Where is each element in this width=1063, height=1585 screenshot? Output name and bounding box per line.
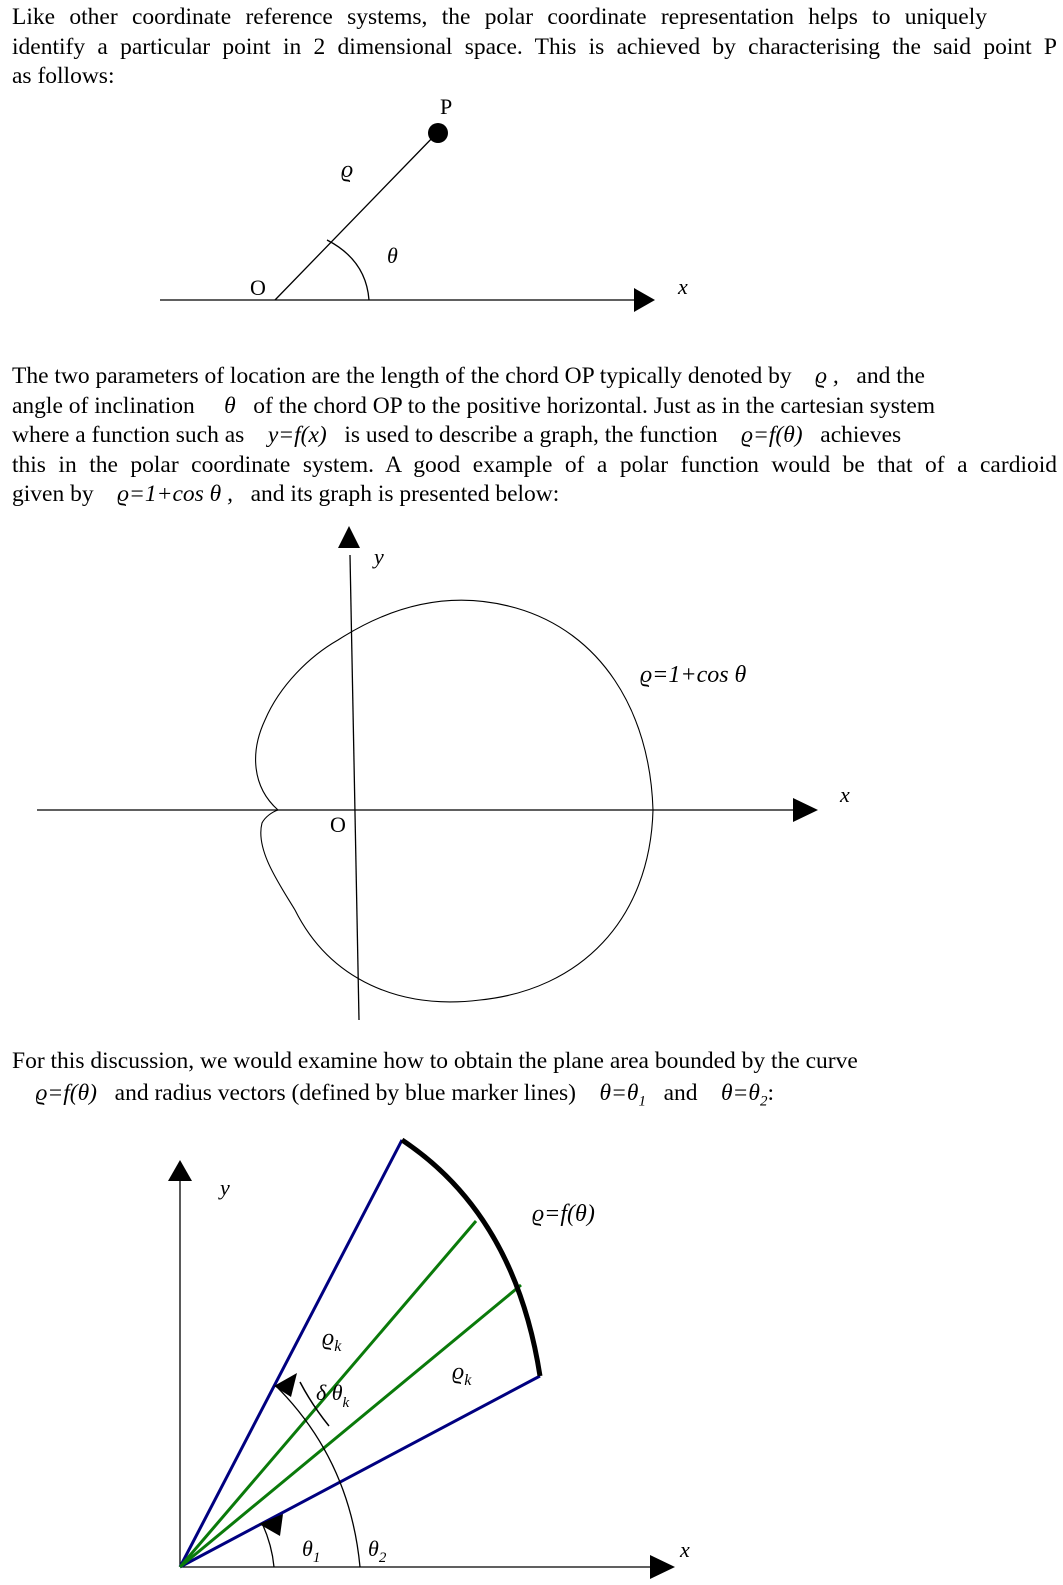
point-p-marker xyxy=(428,123,448,143)
curve-segment xyxy=(402,1140,540,1376)
cardioid-equation: ϱ=1+cos θ , xyxy=(117,481,233,508)
theta-2-equation: $\theta=\theta_2$ xyxy=(721,1079,768,1110)
intro-line-2: identify a particular point in 2 dimensional space. This is achieved by characterising the said point P xyxy=(12,33,1057,60)
area-paragraph xyxy=(12,1047,1057,1117)
rho-symbol: ϱ , xyxy=(815,363,839,389)
definition-line-4: this in the polar coordinate system. A good example of a polar function would be that of a cardioid xyxy=(12,451,1057,478)
radius-vector-theta1 xyxy=(180,1376,540,1567)
intro-paragraph xyxy=(12,3,1057,92)
definition-paragraph xyxy=(12,362,1057,510)
theta-arc xyxy=(327,240,369,300)
definition-line-5: given by ϱ=1+cos θ , and its graph is presented below: xyxy=(12,481,560,508)
chord-op xyxy=(275,133,437,300)
rho-k-label-lower: $ϱ_k$ xyxy=(452,1359,472,1389)
x-axis-label: x xyxy=(680,1537,690,1562)
curve-label: ϱ=f(θ) xyxy=(532,1201,595,1227)
figure-polar-point xyxy=(0,90,1063,320)
y-axis-label: y xyxy=(220,1175,230,1200)
delta-theta-label: δ $\theta_k$ xyxy=(316,1380,350,1411)
rho-k-label-upper: $ϱ_k$ xyxy=(322,1325,342,1355)
origin-label: O xyxy=(250,275,266,300)
intro-line-1: Like other coordinate reference systems, the polar coordinate representation helps to uniquely xyxy=(12,4,987,30)
radius-vector-theta2 xyxy=(180,1140,402,1567)
intro-line-3: as follows: xyxy=(12,63,115,90)
curve-label: ϱ=1+cos θ xyxy=(640,662,747,688)
definition-line-1: The two parameters of location are the length of the chord OP typically denoted by ϱ , and the xyxy=(12,363,925,389)
x-axis-arrowhead xyxy=(793,798,818,822)
cartesian-function: y=f(x) xyxy=(267,422,327,449)
theta-label: θ xyxy=(387,243,398,268)
area-line-2: ϱ=f(θ) and radius vectors (defined by blue marker lines) $\theta=\theta_1$ and $\theta=\theta_2$: xyxy=(35,1079,774,1110)
definition-line-3: where a function such as y=f(x) is used to describe a graph, the function ϱ=f(θ) achieves xyxy=(12,422,902,449)
x-axis-arrowhead xyxy=(634,288,655,312)
origin-label: O xyxy=(330,812,346,837)
y-axis-line xyxy=(350,555,359,1020)
x-axis-arrowhead xyxy=(650,1555,675,1579)
figure-polar-area xyxy=(0,1125,1063,1585)
theta-symbol: θ xyxy=(224,392,236,419)
cardioid-curve xyxy=(256,600,653,1002)
theta-1-equation: $\theta=\theta_1$ xyxy=(599,1079,646,1110)
x-axis-label: x xyxy=(840,782,850,807)
theta1-label: $\theta_1$ xyxy=(302,1536,321,1566)
definition-line-2: angle of inclination θ of the chord OP to the positive horizontal. Just as in the cartesian system xyxy=(12,392,936,419)
y-axis-arrowhead xyxy=(338,526,360,548)
rho-k-line-lower xyxy=(180,1285,521,1567)
y-axis-label: y xyxy=(374,544,384,569)
y-axis-arrowhead xyxy=(168,1160,192,1181)
figure-cardioid xyxy=(0,520,1063,1030)
polar-function: ϱ=f(θ) xyxy=(35,1079,98,1106)
x-axis-label: x xyxy=(678,274,688,299)
area-line-1: For this discussion, we would examine how to obtain the plane area bounded by the curve xyxy=(12,1048,858,1074)
polar-function: ϱ=f(θ) xyxy=(741,422,803,449)
theta2-label: $\theta_2$ xyxy=(368,1536,387,1566)
rho-label: ϱ xyxy=(341,157,354,183)
point-p-label: P xyxy=(440,94,453,119)
